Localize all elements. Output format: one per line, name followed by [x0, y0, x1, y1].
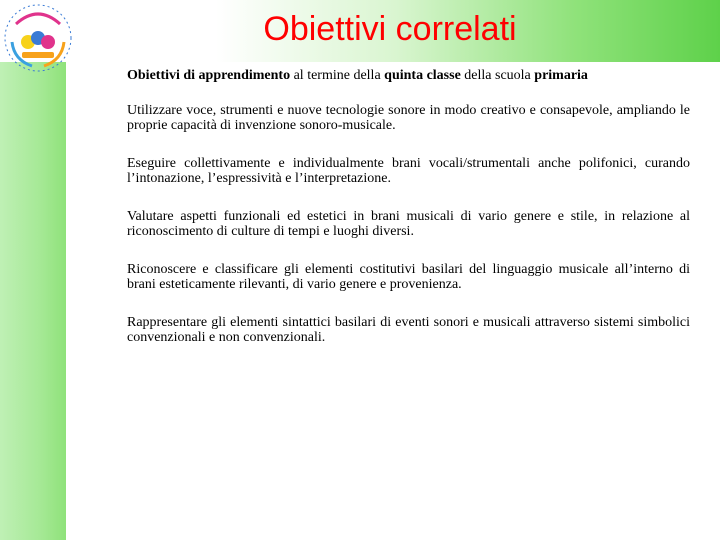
intro-bold-1: Obiettivi di apprendimento: [127, 68, 291, 83]
intro-bold-3: primaria: [534, 68, 588, 83]
intro-text-1: al termine della: [290, 68, 385, 83]
objective-4: Riconoscere e classificare gli elementi costitutivi basilari del linguaggio musicale all’interno di brani esteticamente rilevanti, di vario genere e provenienza.: [127, 262, 690, 292]
objective-5: Rappresentare gli elementi sintattici basilari di eventi sonori e musicali attraverso sistemi simbolici convenzionali e non convenzionali.: [127, 315, 690, 345]
slide-body: [127, 68, 690, 368]
objective-3: Valutare aspetti funzionali ed estetici in brani musicali di vario genere e stile, in relazione al riconoscimento di culture di tempi e luoghi diversi.: [127, 209, 690, 239]
objective-2: Eseguire collettivamente e individualmente brani vocali/strumentali anche polifonici, curando l’intonazione, l’espressività e l’interpretazione.: [127, 156, 690, 186]
school-logo-icon: [2, 2, 74, 74]
intro-line: [127, 68, 690, 83]
left-band: [0, 62, 66, 540]
intro-text-2: della scuola: [460, 68, 535, 83]
slide-title: Obiettivi correlati: [263, 10, 517, 48]
intro-bold-2: quinta classe: [384, 68, 461, 83]
objective-1: Utilizzare voce, strumenti e nuove tecnologie sonore in modo creativo e consapevole, ampliando le proprie capacità di invenzione sonoro-musicale.: [127, 103, 690, 133]
